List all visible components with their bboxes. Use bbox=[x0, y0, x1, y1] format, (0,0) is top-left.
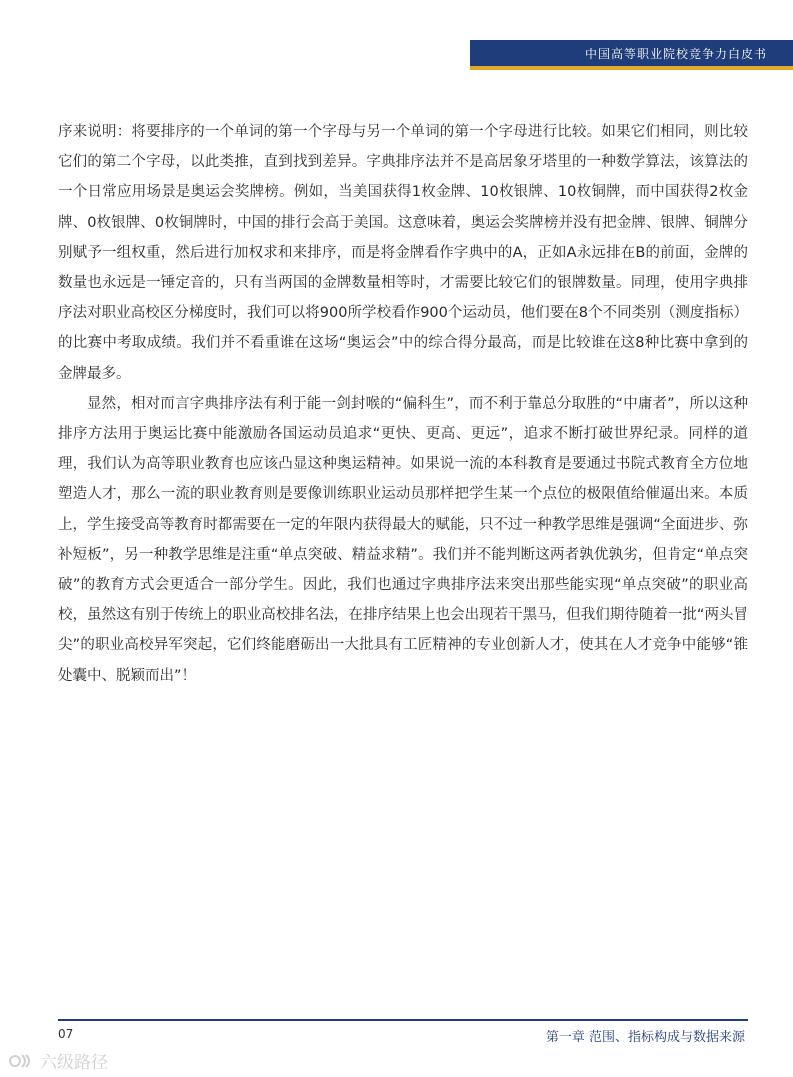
watermark bbox=[8, 1048, 108, 1073]
watermark-text: 六级路径 bbox=[40, 1053, 108, 1073]
header-band bbox=[470, 40, 793, 70]
watermark-logo-icon bbox=[8, 1051, 36, 1071]
chapter-title: 第一章 范围、指标构成与数据来源 bbox=[545, 1030, 745, 1045]
body-text bbox=[58, 117, 748, 691]
document-title: 中国高等职业院校竞争力白皮书 bbox=[584, 47, 767, 61]
footer-rule bbox=[58, 1019, 748, 1021]
paragraph: 显然，相对而言字典排序法有利于能一剑封喉的“偏科生”，而不利于靠总分取胜的“中庸者”，所以这种排序方法用于奥运比赛中能激励各国运动员追求“更快、更高、更远”，追求不断打破世界纪录。同样的道理，我们认为高等职业教育也应该凸显这种奥运精神。如果说一流的本科教育是要通过书院式教育全方位地塑造人才，那么一流的职业教育则是要像训练职业运动员那样把学生某一个点位的极限值给催逼出来。本质上，学生接受高等教育时都需要在一定的年限内获得最大的赋能，只不过一种教学思维是强调“全面进步、弥补短板”，另一种教学思维是注重“单点突破、精益求精”。我们并不能判断这两者孰优孰劣，但肯定“单点突破”的教育方式会更适合一部分学生。因此，我们也通过字典排序法来突出那些能实现“单点突破”的职业高校，虽然这有别于传统上的职业高校排名法，在排序结果上也会出现若干黑马，但我们期待随着一批“两头冒尖”的职业高校异军突起，它们终能磨砺出一大批具有工匠精神的专业创新人才，使其在人才竞争中能够“锥处囊中、脱颖而出”！ bbox=[58, 395, 748, 684]
paragraph: 序来说明：将要排序的一个单词的第一个字母与另一个单词的第一个字母进行比较。如果它们相同，则比较它们的第二个字母，以此类推，直到找到差异。字典排序法并不是高居象牙塔里的一种数学算法，该算法的一个日常应用场景是奥运会奖牌榜。例如，当美国获得1枚金牌、10枚银牌、10枚铜牌，而中国获得2枚金牌、0枚银牌、0枚铜牌时，中国的排行会高于美国。这意味着，奥运会奖牌榜并没有把金牌、银牌、铜牌分别赋予一组权重，然后进行加权求和来排序，而是将金牌看作字典中的A，正如A永远排在B的前面，金牌的数量也永远是一锤定音的，只有当两国的金牌数量相等时，才需要比较它们的银牌数量。同理，使用字典排序法对职业高校区分梯度时，我们可以将900所学校看作900个运动员，他们要在8个不同类别（测度指标）的比赛中考取成绩。我们并不看重谁在这场“奥运会”中的综合得分最高，而是比较谁在这8种比赛中拿到的金牌最多。 bbox=[58, 124, 748, 382]
page-number: 07 bbox=[58, 1027, 74, 1041]
